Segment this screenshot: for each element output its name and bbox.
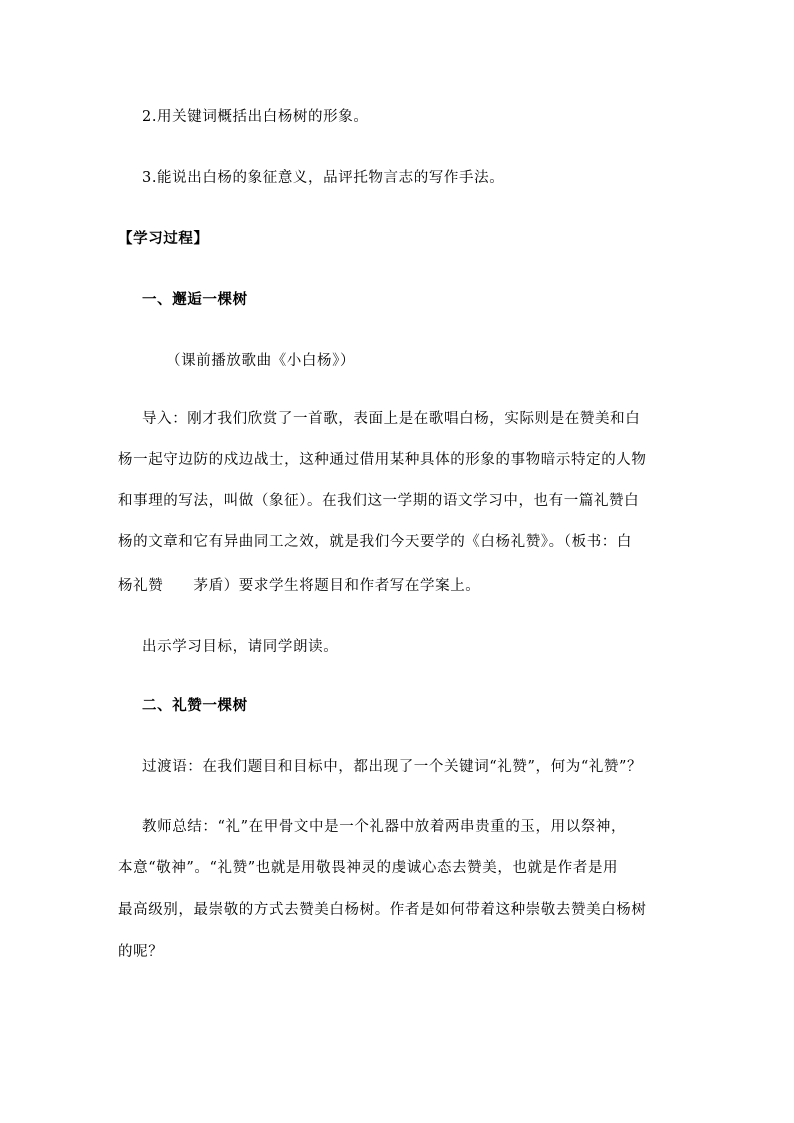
section1-title: 一、邂逅一棵树 [142, 291, 248, 308]
summary-line-3: 最高级别，最崇敬的方式去赞美白杨树。作者是如何带着这种崇敬去赞美白杨树 [118, 902, 647, 918]
section1-note: （课前播放歌曲《小白杨》） [166, 353, 356, 369]
intro-line-4: 杨的文章和它有异曲同工之效，就是我们今天要学的《白杨礼赞》。（板书：白 [118, 534, 632, 550]
intro-line-1: 导入：刚才我们欣赏了一首歌，表面上是在歌唱白杨，实际则是在赞美和白 [142, 411, 641, 427]
section-heading-learning-process: 【学习过程】 [118, 230, 209, 247]
intro-line-5: 杨礼赞 茅盾）要求学生将题目和作者写在学案上。 [118, 578, 481, 594]
summary-line-4: 的呢？ [118, 944, 164, 960]
intro-line-2: 杨一起守边防的戍边战士，这种通过借用某种具体的形象的事物暗示特定的人物 [118, 452, 647, 468]
objective-item-2: 2.用关键词概括出白杨树的形象。 [142, 109, 369, 125]
transition-line: 过渡语：在我们题目和目标中，都出现了一个关键词“礼赞”，何为“礼赞”？ [142, 759, 643, 775]
summary-line-2: 本意“敬神”。“礼赞”也就是用敬畏神灵的虔诚心态去赞美，也就是作者是用 [118, 860, 619, 876]
summary-line-1: 教师总结：“礼”在甲骨文中是一个礼器中放着两串贵重的玉，用以祭神， [142, 819, 627, 835]
objective-item-3: 3.能说出白杨的象征意义，品评托物言志的写作手法。 [142, 170, 505, 186]
section2-title: 二、礼赞一棵树 [142, 697, 248, 714]
show-goals-line: 出示学习目标，请同学朗读。 [142, 639, 339, 655]
intro-line-3: 和事理的写法，叫做（象征）。在我们这一学期的语文学习中，也有一篇礼赞白 [118, 493, 640, 509]
